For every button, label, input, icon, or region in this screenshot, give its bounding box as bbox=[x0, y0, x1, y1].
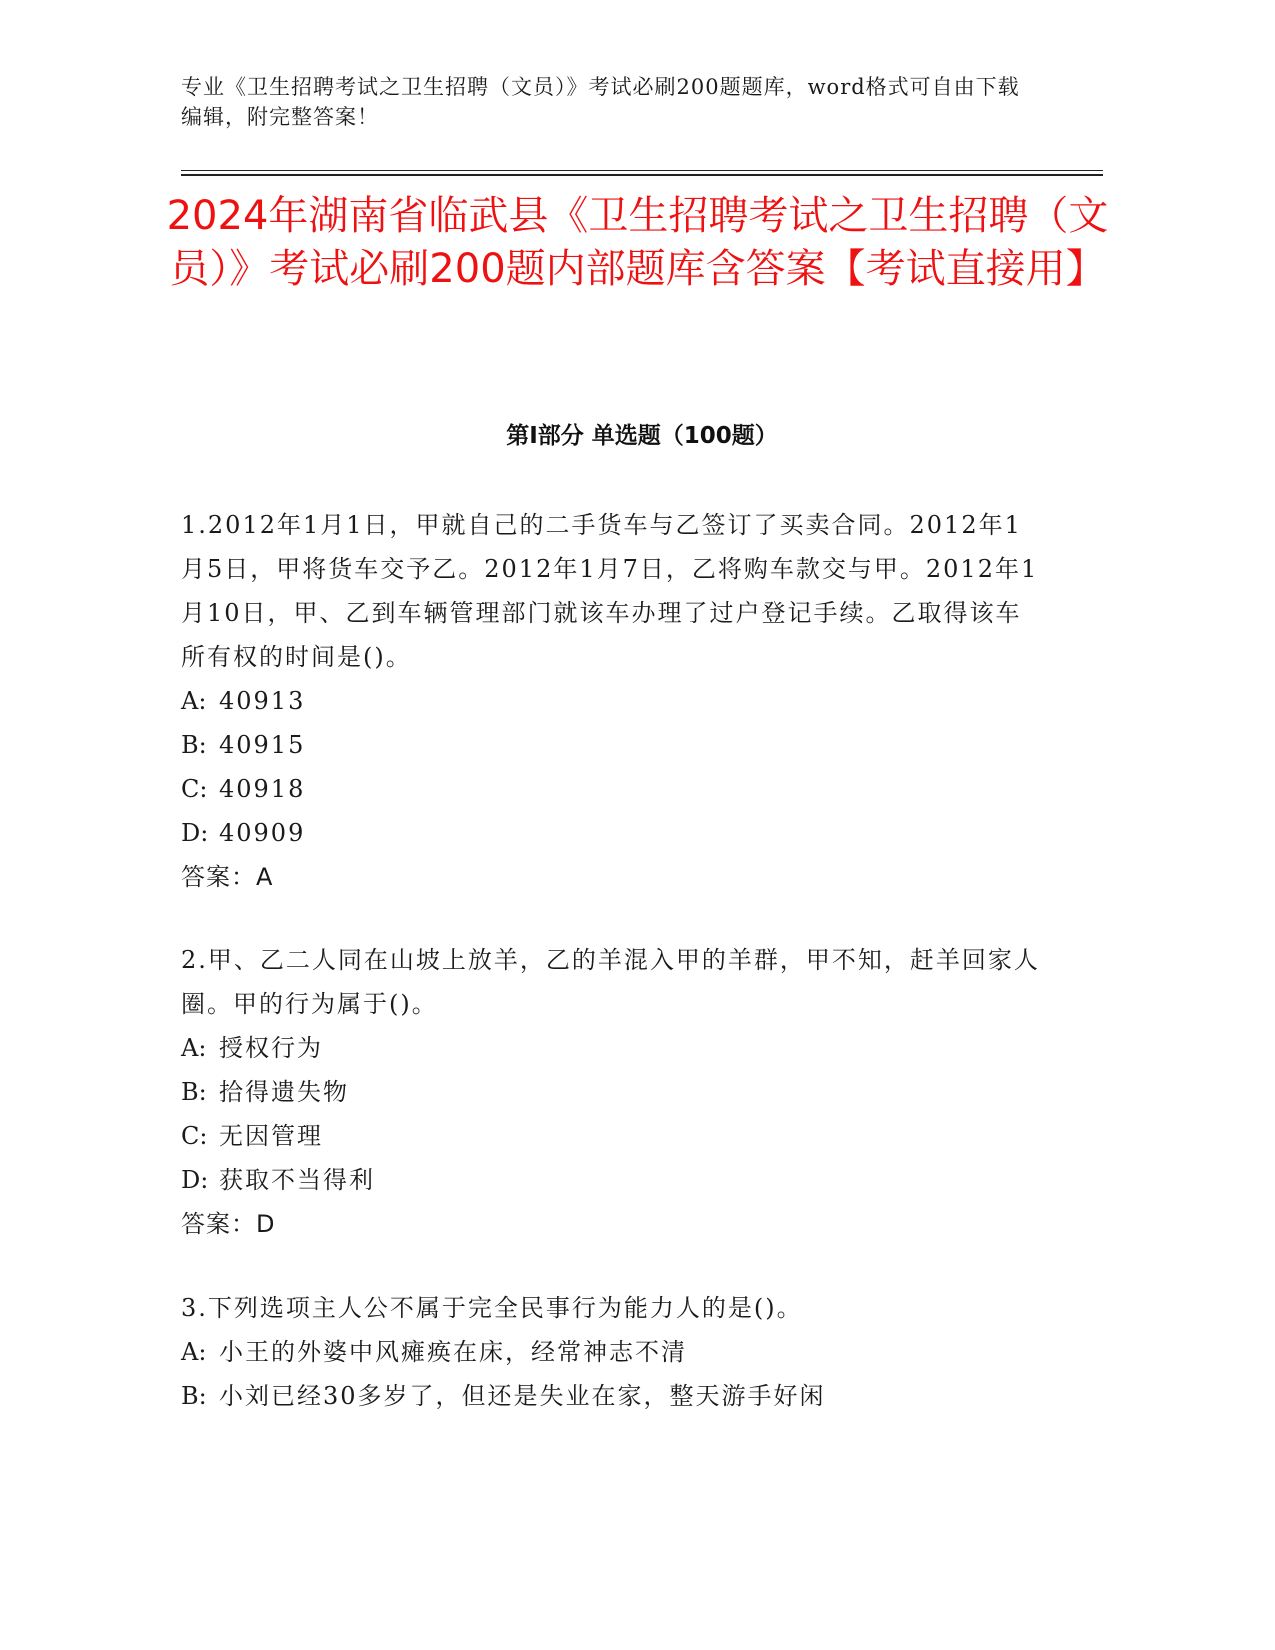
option-letter: A: bbox=[181, 687, 207, 715]
option-letter: B: bbox=[181, 731, 207, 759]
option-letter: C: bbox=[181, 775, 208, 803]
option-text: 授权行为 bbox=[219, 1034, 323, 1062]
option-d bbox=[181, 811, 1041, 855]
option-d bbox=[181, 1158, 1041, 1202]
question-stem: 2.甲、乙二人同在山坡上放羊，乙的羊混入甲的羊群，甲不知，赶羊回家人圈。甲的行为属于()。 bbox=[181, 946, 1040, 1018]
question-3 bbox=[181, 1286, 1041, 1418]
question-stem: 1.2012年1月1日，甲就自己的二手货车与乙签订了买卖合同。2012年1月5日，甲将货车交予乙。2012年1月7日，乙将购车款交与甲。2012年1月10日，甲、乙到车辆管理部门就该车办理了过户登记手续。乙取得该车所有权的时间是()。 bbox=[181, 511, 1039, 671]
document-title: 2024年湖南省临武县《卫生招聘考试之卫生招聘（文员）》考试必刷200题内部题库含答案【考试直接用】 bbox=[166, 193, 1109, 292]
option-letter: D: bbox=[181, 1166, 209, 1194]
option-letter: C: bbox=[181, 1122, 208, 1150]
option-a bbox=[181, 1330, 1041, 1374]
option-a bbox=[181, 679, 1041, 723]
question-stem: 3.下列选项主人公不属于完全民事行为能力人的是()。 bbox=[181, 1294, 803, 1322]
option-text: 拾得遗失物 bbox=[219, 1078, 349, 1106]
option-c bbox=[181, 767, 1041, 811]
option-letter: A: bbox=[181, 1034, 207, 1062]
answer-line: 答案：D bbox=[181, 1210, 276, 1238]
option-text: 小刘已经30多岁了，但还是失业在家，整天游手好闲 bbox=[219, 1382, 826, 1410]
option-letter: A: bbox=[181, 1338, 207, 1366]
section-title: 第Ⅰ部分 单选题（100题） bbox=[506, 423, 778, 449]
option-letter: D: bbox=[181, 819, 209, 847]
question-2 bbox=[181, 938, 1041, 1246]
header-rule-thick bbox=[181, 174, 1103, 176]
answer-line: 答案：A bbox=[181, 863, 274, 891]
option-text: 40913 bbox=[219, 687, 306, 715]
option-text: 40915 bbox=[219, 731, 306, 759]
header-rule-thin bbox=[181, 170, 1103, 171]
header-intro: 专业《卫生招聘考试之卫生招聘（文员）》考试必刷200题题库，word格式可自由下载编辑，附完整答案！ bbox=[181, 75, 1020, 129]
option-letter: B: bbox=[181, 1078, 207, 1106]
option-text: 小王的外婆中风瘫痪在床，经常神志不清 bbox=[219, 1338, 687, 1366]
option-letter: B: bbox=[181, 1382, 207, 1410]
option-text: 无因管理 bbox=[219, 1122, 323, 1150]
option-b bbox=[181, 723, 1041, 767]
question-1 bbox=[181, 503, 1041, 899]
option-text: 获取不当得利 bbox=[219, 1166, 375, 1194]
option-a bbox=[181, 1026, 1041, 1070]
option-b bbox=[181, 1374, 1041, 1418]
option-text: 40918 bbox=[219, 775, 306, 803]
option-c bbox=[181, 1114, 1041, 1158]
option-b bbox=[181, 1070, 1041, 1114]
option-text: 40909 bbox=[219, 819, 306, 847]
